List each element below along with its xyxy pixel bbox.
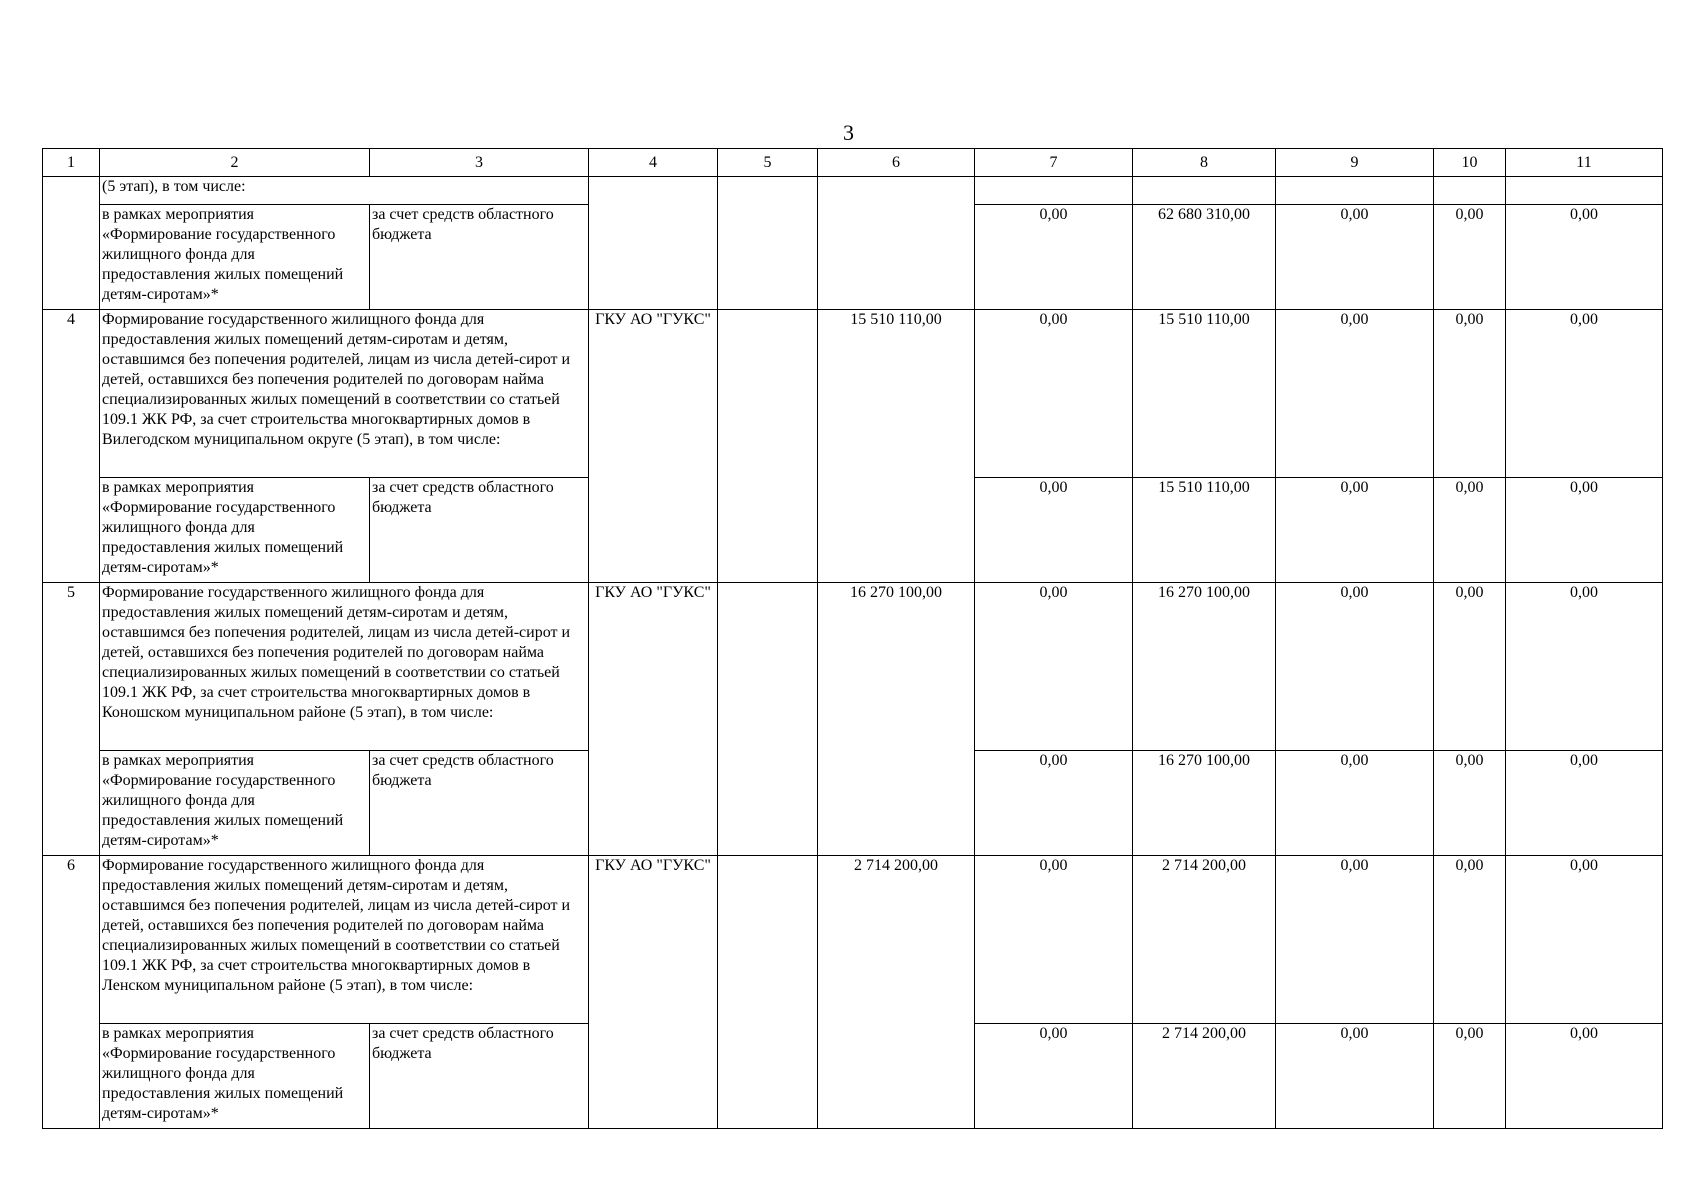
value-cell: 0,00 xyxy=(1434,205,1506,310)
value-cell: 0,00 xyxy=(975,583,1133,751)
total-cell: 2 714 200,00 xyxy=(818,856,975,1129)
value-cell: 16 270 100,00 xyxy=(1133,751,1276,856)
value-cell: 2 714 200,00 xyxy=(1133,1024,1276,1129)
page-number: 3 xyxy=(843,120,854,145)
header-cell: 3 xyxy=(370,149,589,177)
header-cell: 2 xyxy=(100,149,370,177)
funding-source: за счет средств областного бюджета xyxy=(370,751,589,856)
column-5-cell xyxy=(718,177,818,310)
value-cell: 0,00 xyxy=(1276,751,1434,856)
value-cell xyxy=(1506,177,1663,205)
subitem-name: в рамках мероприятия «Формирование государственного жилищного фонда для предоставления жилых помещений детям-сиротам»* xyxy=(100,205,370,310)
total-cell: 15 510 110,00 xyxy=(818,310,975,583)
value-cell xyxy=(975,177,1133,205)
header-cell: 6 xyxy=(818,149,975,177)
item-description: (5 этап), в том числе: xyxy=(100,177,589,205)
value-cell: 0,00 xyxy=(1276,205,1434,310)
header-cell: 8 xyxy=(1133,149,1276,177)
funding-source: за счет средств областного бюджета xyxy=(370,1024,589,1129)
subitem-name: в рамках мероприятия «Формирование государственного жилищного фонда для предоставления жилых помещений детям-сиротам»* xyxy=(100,478,370,583)
value-cell: 0,00 xyxy=(1276,310,1434,478)
table-row xyxy=(43,310,1663,478)
executor-cell xyxy=(589,177,718,310)
value-cell: 0,00 xyxy=(1506,205,1663,310)
executor-cell: ГКУ АО "ГУКС" xyxy=(589,856,718,1129)
value-cell: 0,00 xyxy=(975,205,1133,310)
value-cell: 15 510 110,00 xyxy=(1133,478,1276,583)
value-cell: 0,00 xyxy=(975,478,1133,583)
row-number-cell: 4 xyxy=(43,310,100,583)
total-cell: 16 270 100,00 xyxy=(818,583,975,856)
header-cell: 10 xyxy=(1434,149,1506,177)
column-5-cell xyxy=(718,583,818,856)
value-cell xyxy=(1434,177,1506,205)
value-cell: 0,00 xyxy=(1506,310,1663,478)
value-cell xyxy=(1133,177,1276,205)
value-cell: 0,00 xyxy=(1506,751,1663,856)
value-cell: 0,00 xyxy=(1506,856,1663,1024)
row-number-cell: 5 xyxy=(43,583,100,856)
value-cell: 0,00 xyxy=(1434,583,1506,751)
value-cell: 0,00 xyxy=(1434,478,1506,583)
budget-table xyxy=(42,148,1663,1129)
value-cell: 0,00 xyxy=(975,1024,1133,1129)
row-number-cell xyxy=(43,177,100,310)
value-cell: 0,00 xyxy=(1434,310,1506,478)
column-5-cell xyxy=(718,310,818,583)
column-5-cell xyxy=(718,856,818,1129)
header-cell: 1 xyxy=(43,149,100,177)
header-cell: 9 xyxy=(1276,149,1434,177)
value-cell: 62 680 310,00 xyxy=(1133,205,1276,310)
value-cell: 0,00 xyxy=(975,856,1133,1024)
value-cell: 15 510 110,00 xyxy=(1133,310,1276,478)
subitem-name: в рамках мероприятия «Формирование государственного жилищного фонда для предоставления жилых помещений детям-сиротам»* xyxy=(100,1024,370,1129)
table-row xyxy=(43,177,1663,205)
value-cell: 0,00 xyxy=(1276,583,1434,751)
header-cell: 11 xyxy=(1506,149,1663,177)
funding-source: за счет средств областного бюджета xyxy=(370,205,589,310)
total-cell xyxy=(818,177,975,310)
header-cell: 7 xyxy=(975,149,1133,177)
value-cell: 0,00 xyxy=(1434,856,1506,1024)
value-cell: 0,00 xyxy=(1276,856,1434,1024)
column-number-header xyxy=(43,149,1663,177)
value-cell: 2 714 200,00 xyxy=(1133,856,1276,1024)
value-cell: 0,00 xyxy=(1276,478,1434,583)
value-cell xyxy=(1276,177,1434,205)
value-cell: 0,00 xyxy=(975,310,1133,478)
funding-source: за счет средств областного бюджета xyxy=(370,478,589,583)
value-cell: 0,00 xyxy=(1506,1024,1663,1129)
subitem-name: в рамках мероприятия «Формирование государственного жилищного фонда для предоставления жилых помещений детям-сиротам»* xyxy=(100,751,370,856)
item-description: Формирование государственного жилищного фонда для предоставления жилых помещений детям-сиротам и детям, оставшимся без попечения родителей, лицам из числа детей-сирот и детей, оставшихся без попечения родителей по договорам найма специализированных жилых помещений в соответствии со статьей 109.1 ЖК РФ, за счет строительства многоквартирных домов в Ленском муниципальном районе (5 этап), в том числе: xyxy=(100,856,589,1024)
value-cell: 0,00 xyxy=(1506,478,1663,583)
table-row xyxy=(43,583,1663,751)
row-number-cell: 6 xyxy=(43,856,100,1129)
executor-cell: ГКУ АО "ГУКС" xyxy=(589,310,718,583)
item-description: Формирование государственного жилищного фонда для предоставления жилых помещений детям-сиротам и детям, оставшимся без попечения родителей, лицам из числа детей-сирот и детей, оставшихся без попечения родителей по договорам найма специализированных жилых помещений в соответствии со статьей 109.1 ЖК РФ, за счет строительства многоквартирных домов в Вилегодском муниципальном округе (5 этап), в том числе: xyxy=(100,310,589,478)
value-cell: 0,00 xyxy=(1434,1024,1506,1129)
item-description: Формирование государственного жилищного фонда для предоставления жилых помещений детям-сиротам и детям, оставшимся без попечения родителей, лицам из числа детей-сирот и детей, оставшихся без попечения родителей по договорам найма специализированных жилых помещений в соответствии со статьей 109.1 ЖК РФ, за счет строительства многоквартирных домов в Коношском муниципальном районе (5 этап), в том числе: xyxy=(100,583,589,751)
header-cell: 5 xyxy=(718,149,818,177)
value-cell: 0,00 xyxy=(1276,1024,1434,1129)
value-cell: 0,00 xyxy=(1434,751,1506,856)
value-cell: 16 270 100,00 xyxy=(1133,583,1276,751)
executor-cell: ГКУ АО "ГУКС" xyxy=(589,583,718,856)
table-row xyxy=(43,856,1663,1024)
value-cell: 0,00 xyxy=(1506,583,1663,751)
value-cell: 0,00 xyxy=(975,751,1133,856)
header-cell: 4 xyxy=(589,149,718,177)
